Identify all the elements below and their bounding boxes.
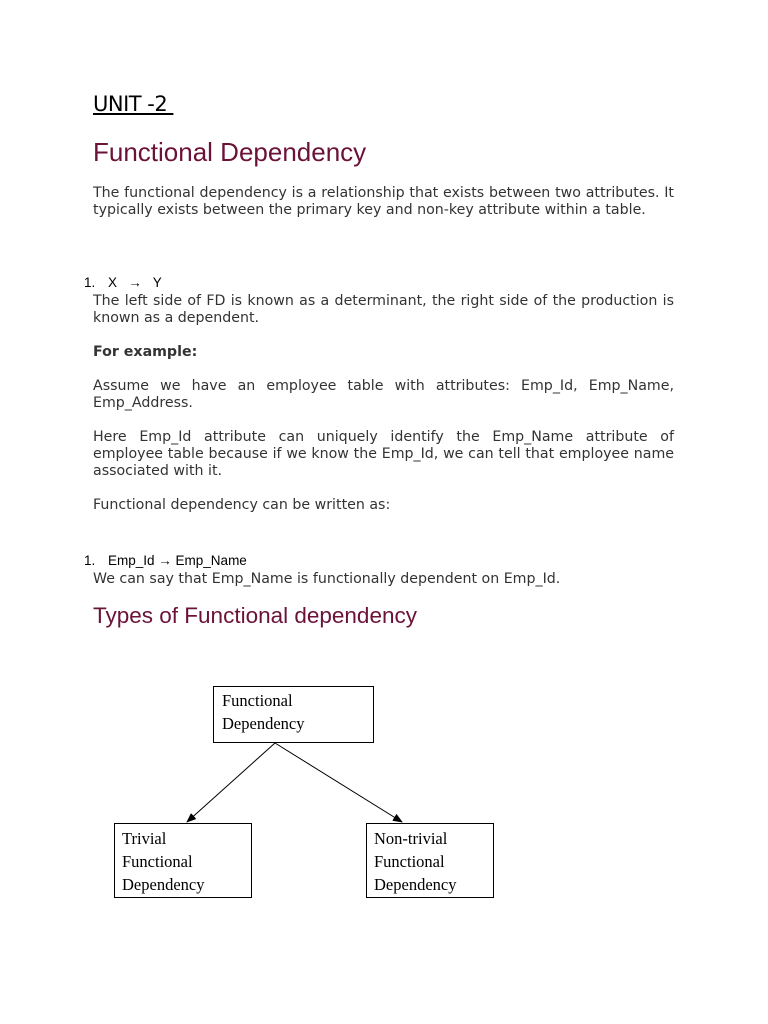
list-number: 1. [84, 553, 96, 568]
intro-paragraph: The functional dependency is a relationship that exists between two attributes. It typically exists between the primary key and non-key attribute within a table. [93, 185, 674, 218]
list-number: 1. [84, 275, 96, 290]
root-box-line-2: Dependency [222, 714, 305, 733]
assume-paragraph: Assume we have an employee table with attributes: Emp_Id, Emp_Name, Emp_Address. [93, 378, 674, 411]
arrow-to-trivial [187, 743, 275, 822]
non-trivial-box-line-1: Non-trivial [374, 829, 448, 848]
non-trivial-box [367, 824, 494, 898]
explanation-paragraph: Here Emp_Id attribute can uniquely identify the Emp_Name attribute of employee table because if we know the Emp_Id, we can tell that employee name associated with it. [93, 429, 674, 479]
written-as-paragraph: Functional dependency can be written as: [93, 497, 391, 513]
list-text: X → Y [108, 275, 162, 290]
page-title: Functional Dependency [93, 137, 367, 167]
example-label: For example: [93, 344, 198, 360]
trivial-box-line-3: Dependency [122, 875, 205, 894]
non-trivial-box-line-2: Functional [374, 852, 445, 871]
determinant-paragraph: The left side of FD is known as a determinant, the right side of the production is known as a dependent. [93, 293, 674, 326]
arrow-to-non-trivial [275, 743, 402, 822]
unit-heading: UNIT -2 [93, 92, 174, 116]
non-trivial-box-line-3: Dependency [374, 875, 457, 894]
conclusion-paragraph: We can say that Emp_Name is functionally dependent on Emp_Id. [93, 571, 561, 587]
trivial-box [115, 824, 252, 898]
root-box [214, 687, 374, 743]
root-box-line-1: Functional [222, 691, 293, 710]
types-heading: Types of Functional dependency [93, 603, 417, 628]
trivial-box-line-2: Functional [122, 852, 193, 871]
trivial-box-line-1: Trivial [122, 829, 167, 848]
list-text: Emp_Id → Emp_Name [108, 553, 247, 568]
